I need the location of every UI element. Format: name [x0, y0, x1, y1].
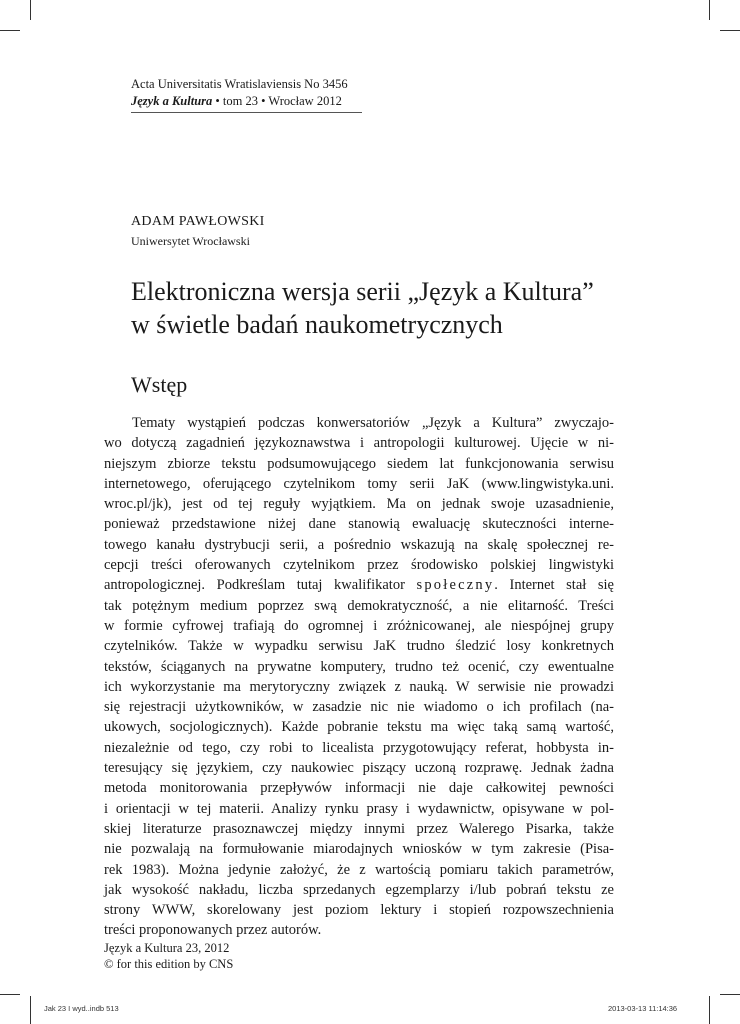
- text-line: ponieważ przedstawione niżej dane stanowią ewaluację skuteczności interne-: [104, 516, 614, 533]
- journal-citation: Język a Kultura 23, 2012: [104, 941, 230, 955]
- text-line: metoda monitorowania przepływów informacji nie daje całkowitej pewności: [104, 780, 614, 797]
- text-line: wo dotyczą zagadnień językoznawstwa i antropologii kulturowej. Ujęcie w ni-: [104, 435, 614, 452]
- journal-name: Acta Universitatis Wratislaviensis No 3456: [131, 77, 348, 91]
- title-line-2: w świetle badań naukometrycznych: [131, 310, 503, 339]
- text-line: wroc.pl/jk), jest od tej reguły wyjątkiem. Ma on jednak swoje uzasadnienie,: [104, 496, 614, 513]
- crop-mark-top-right-h: [720, 30, 740, 31]
- text-line: i orientacji w tej materii. Analizy rynku prasy i wydawnictw, opisywane w pol-: [104, 800, 614, 817]
- crop-mark-bottom-left-h: [0, 994, 20, 995]
- separator: •: [261, 94, 266, 108]
- title-line-1: Elektroniczna wersja serii „Język a Kultura”: [131, 277, 594, 306]
- text-line: skiej literaturze prasoznawczej między innymi przez Walerego Pisarka, także: [104, 820, 614, 837]
- crop-mark-bottom-left-v: [30, 996, 31, 1024]
- text-segment: antropologicznej. Podkreślam tutaj kwalifikator: [104, 577, 417, 594]
- text-line: tak potężnym medium poprzez swą demokratyczność, a nie elitarność. Treści: [104, 597, 614, 614]
- text-line: Tematy wystąpień podczas konwersatoriów „Język a Kultura” zwyczajo-: [132, 415, 614, 431]
- crop-mark-bottom-right-h: [720, 994, 740, 995]
- text-line: towego kanału dystrybucji serii, a pośrednio wskazują na skalę społecznej re-: [104, 536, 614, 553]
- place-year: Wrocław 2012: [268, 94, 342, 108]
- text-line: ukowych, socjologicznych). Każde pobranie tekstu ma więc taką samą wartość,: [104, 719, 614, 736]
- text-line: czytelników. Także w wypadku serwisu JaK trudno śledzić losy konkretnych: [104, 638, 614, 655]
- text-line-with-emphasis: [104, 575, 614, 595]
- section-heading: Wstęp: [131, 372, 188, 397]
- text-line: nie pozwalają na formułowanie miarodajnych wniosków w tym zakresie (Pisa-: [104, 841, 614, 858]
- text-line: cepcji treści oferowanych czytelnikom przez środowisko polskiej lingwistyki: [104, 557, 614, 574]
- print-slug-datetime: 2013-03-13 11:14:36: [608, 1004, 678, 1013]
- text-line: treści proponowanych przez autorów.: [104, 922, 322, 939]
- crop-mark-top-left-v: [30, 0, 31, 20]
- series-info: [131, 93, 362, 113]
- text-line: niejszym zbiorze tekstu podsumowującego siedem lat funkcjonowania serwisu: [104, 455, 614, 472]
- volume: tom 23: [222, 94, 258, 108]
- author-affiliation: Uniwersytet Wrocławski: [131, 234, 250, 248]
- text-line: ich wykorzystanie ma merytoryczny związek z nauką. W serwisie nie prowadzi: [104, 678, 614, 695]
- separator: •: [215, 94, 220, 108]
- crop-mark-top-right-v: [709, 0, 710, 20]
- text-line: jak wysokość nakładu, liczba sprzedanych egzemplarzy i/lub pobrań tekstu ze: [104, 881, 614, 898]
- emphasized-word: społeczny: [416, 577, 495, 594]
- series-name: Język a Kultura: [131, 94, 213, 108]
- text-line: teresujący się językiem, czy naukowiec piszący uczoną rozprawę. Jednak żadna: [104, 760, 614, 777]
- body-paragraph: [104, 413, 614, 941]
- journal-header: [131, 76, 362, 113]
- article-title: [131, 275, 651, 341]
- copyright-notice: © for this edition by CNS: [104, 957, 234, 971]
- print-slug-file: Jak 23 I wyd..indb 513: [44, 1004, 119, 1013]
- page-footer: [104, 940, 233, 972]
- text-line: strony WWW, skorelowany jest poziom lektury i stopień rozpowszechnienia: [104, 902, 614, 919]
- text-line: w formie cyfrowej trafiają do ogromnej i zróżnicowanej, ale niespójnej grupy: [104, 617, 614, 634]
- crop-mark-top-left-h: [0, 30, 20, 31]
- text-line: rek 1983). Można jedynie założyć, że z wartością pomiaru takich parametrów,: [104, 861, 614, 878]
- text-segment: . Internet stał się: [494, 577, 614, 594]
- text-line: się rejestracji użytkowników, w zasadzie nic nie wiadomo o ich profilach (na-: [104, 699, 614, 716]
- crop-mark-bottom-right-v: [709, 996, 710, 1024]
- author-name: ADAM PAWŁOWSKI: [131, 214, 265, 229]
- text-line: niezależnie od tego, czy robi to licealista przygotowujący referat, hobbysta in-: [104, 739, 614, 756]
- text-line: tekstów, ściąganych na prywatne komputery, trudno też ocenić, czy ewentualne: [104, 658, 614, 675]
- text-line: internetowego, oferującego czytelnikom tomy serii JaK (www.lingwistyka.uni.: [104, 475, 614, 492]
